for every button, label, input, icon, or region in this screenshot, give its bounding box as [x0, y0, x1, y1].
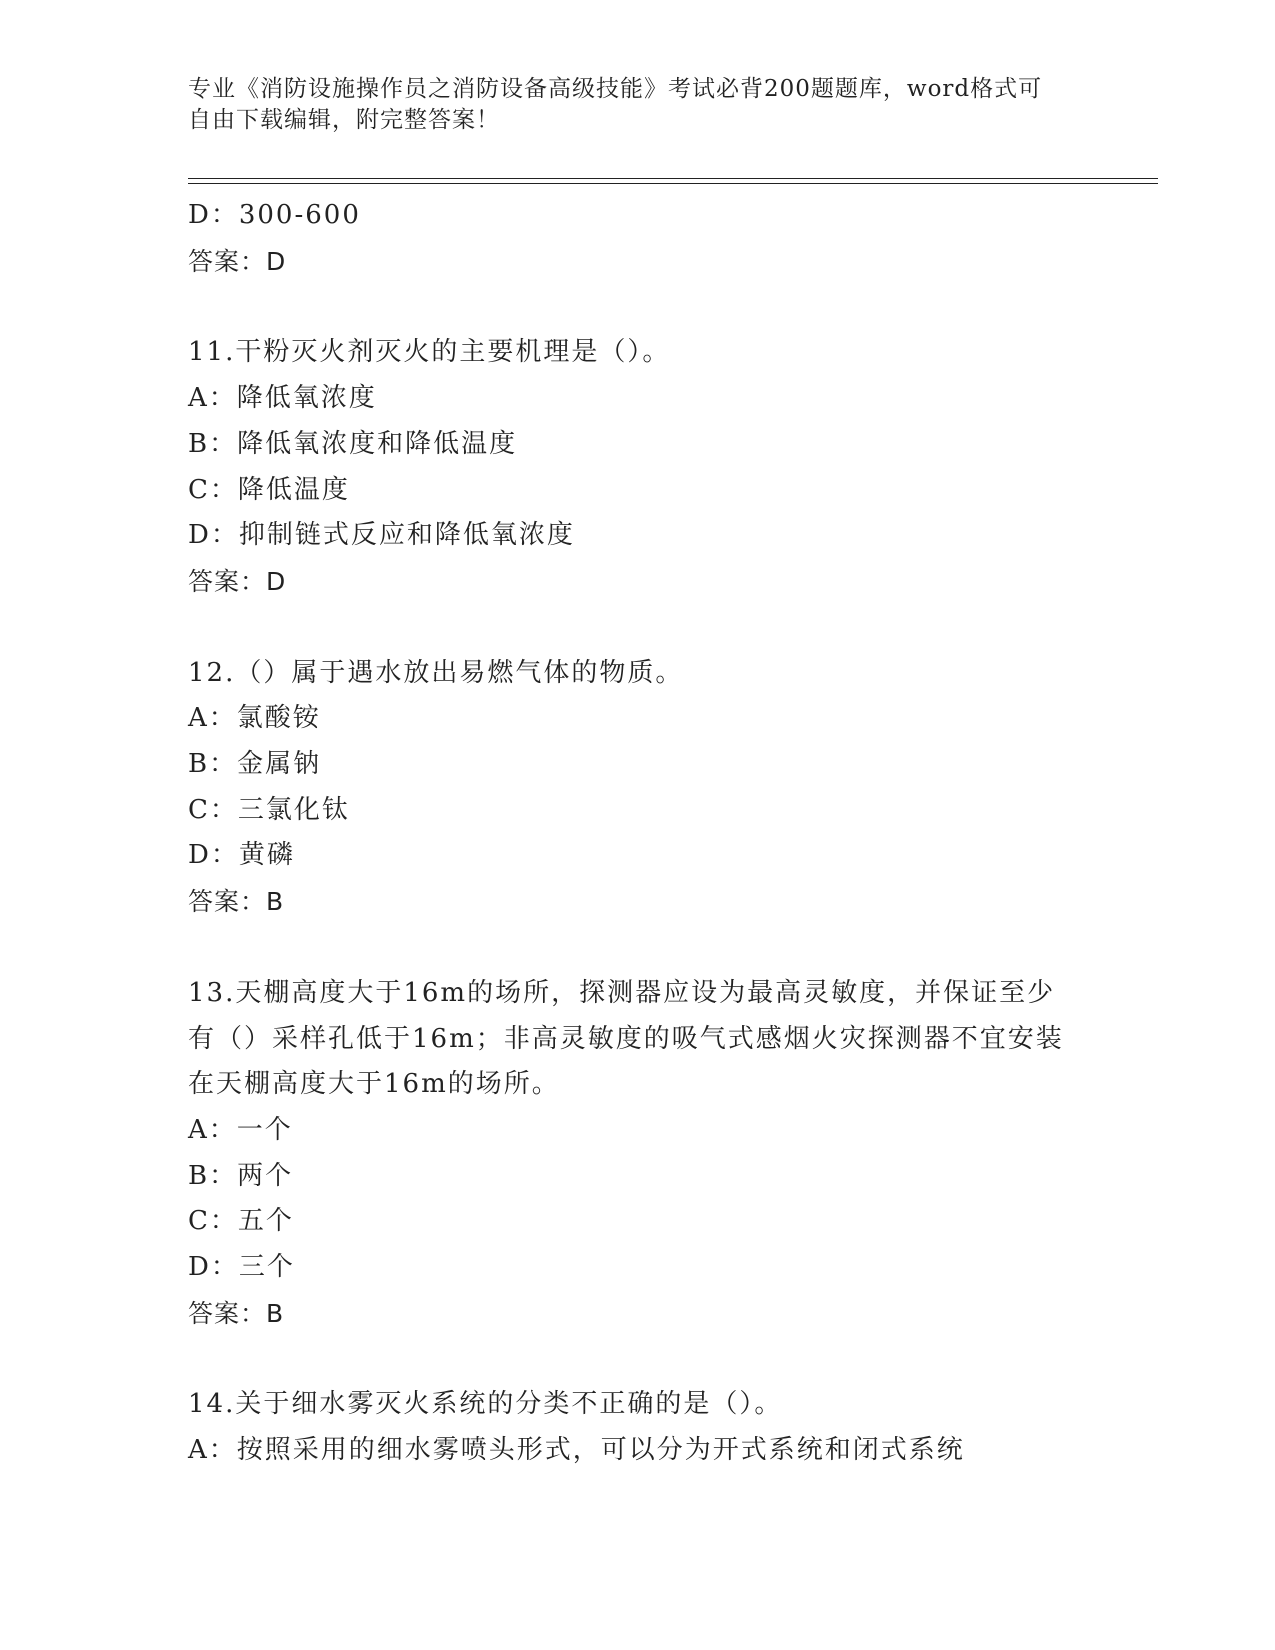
question-14: [188, 1382, 1108, 1473]
question-stem: 14.关于细水雾灭火系统的分类不正确的是（）。: [188, 1389, 783, 1420]
question-11: [188, 330, 1108, 604]
option-a: A：按照采用的细水雾喷头形式，可以分为开式系统和闭式系统: [188, 1435, 965, 1466]
header-divider-top: [188, 178, 1158, 179]
option-d: D：300-600: [188, 200, 361, 230]
option-b: B：降低氧浓度和降低温度: [188, 428, 518, 459]
answer: 答案：B: [188, 1298, 285, 1328]
option-c: C：五个: [188, 1206, 294, 1237]
option-a: A：氯酸铵: [188, 703, 321, 734]
spacer: [188, 605, 1108, 651]
question-10-tail: [188, 193, 1108, 284]
option-d: D：黄磷: [188, 840, 295, 871]
header-line-2: 自由下载编辑，附完整答案！: [188, 107, 500, 133]
option-b: B：金属钠: [188, 749, 322, 780]
spacer: [188, 284, 1108, 330]
answer: 答案：D: [188, 566, 287, 596]
question-13: [188, 971, 1108, 1337]
option-d: D：抑制链式反应和降低氧浓度: [188, 520, 575, 551]
question-content: [188, 193, 1108, 1474]
spacer: [188, 1336, 1108, 1382]
option-a: A：降低氧浓度: [188, 383, 377, 414]
option-c: C：三氯化钛: [188, 794, 350, 825]
header-divider-bottom: [188, 183, 1158, 184]
header-line-1: 专业《消防设施操作员之消防设备高级技能》考试必背200题题库，word格式可: [188, 76, 1043, 102]
answer: 答案：B: [188, 887, 285, 917]
spacer: [188, 925, 1108, 971]
question-stem-line-1: 13.天棚高度大于16m的场所，探测器应设为最高灵敏度，并保证至少: [188, 977, 1056, 1008]
document-header: [188, 74, 1088, 136]
question-stem: 12.（）属于遇水放出易燃气体的物质。: [188, 657, 684, 688]
question-12: [188, 651, 1108, 925]
question-stem-line-3: 在天棚高度大于16m的场所。: [188, 1069, 560, 1100]
question-stem: 11.干粉灭火剂灭火的主要机理是（）。: [188, 337, 671, 368]
answer: 答案：D: [188, 246, 287, 276]
option-d: D：三个: [188, 1252, 295, 1283]
question-stem-line-2: 有（）采样孔低于16m；非高灵敏度的吸气式感烟火灾探测器不宜安装: [188, 1023, 1064, 1054]
option-a: A：一个: [188, 1114, 293, 1145]
option-c: C：降低温度: [188, 474, 350, 505]
option-b: B：两个: [188, 1160, 294, 1191]
